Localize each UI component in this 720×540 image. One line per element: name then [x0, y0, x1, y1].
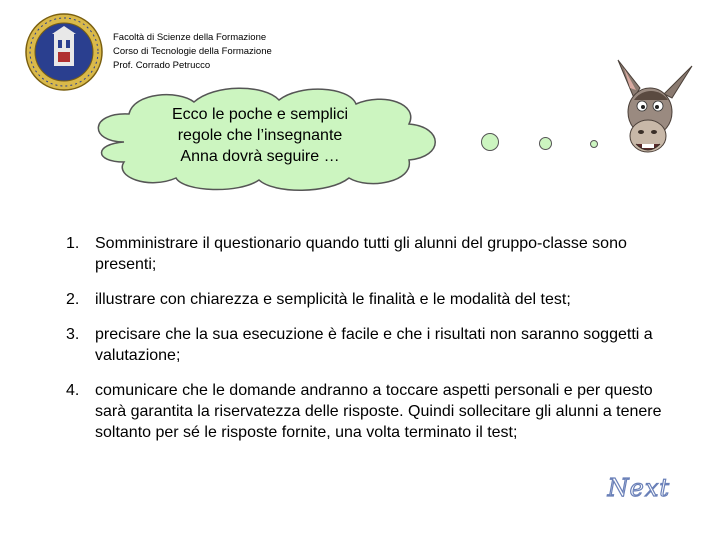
rule-number: 1. — [66, 235, 80, 252]
rule-item — [66, 324, 686, 366]
rules-list — [66, 233, 686, 457]
thought-bubble-large — [481, 133, 499, 151]
thought-bubble-medium — [539, 137, 552, 150]
course-header — [113, 31, 272, 73]
faculty-label: Facoltà di Scienze della Formazione — [113, 32, 267, 43]
university-seal-icon — [24, 12, 104, 92]
rule-number: 3. — [66, 326, 80, 343]
next-button[interactable] — [596, 470, 672, 502]
rule-text: precisare che la sua esecuzione è facile e che i risultati non saranno soggetti a valutazione; — [95, 326, 653, 364]
next-label: Next — [607, 474, 670, 502]
rule-item — [66, 380, 686, 443]
rule-text: comunicare che le domande andranno a toccare aspetti personali e per questo sarà garantita la riservatezza delle risposte. Quindi sollecitare gli alunni a tenere soltanto per sé le risposte fornite, una volta terminato il test; — [95, 382, 662, 441]
rule-text: Somministrare il questionario quando tutti gli alunni del gruppo-classe sono presenti; — [95, 235, 627, 273]
course-label: Corso di Tecnologie della Formazione — [113, 46, 272, 57]
rule-number: 4. — [66, 382, 80, 399]
thought-bubble-small — [590, 140, 598, 148]
rule-item — [66, 233, 686, 275]
professor-label: Prof. Corrado Petrucco — [113, 60, 211, 71]
rule-item — [66, 289, 686, 310]
cloud-line-3: Anna dovrà seguire … — [180, 148, 340, 165]
thought-cloud-text — [145, 104, 375, 167]
cloud-line-2: regole che l’insegnante — [177, 127, 343, 144]
rule-number: 2. — [66, 291, 80, 308]
rule-text: illustrare con chiarezza e semplicità le finalità e le modalità del test; — [95, 291, 571, 308]
cloud-line-1: Ecco le poche e semplici — [171, 106, 349, 123]
donkey-mascot-icon — [612, 58, 696, 166]
